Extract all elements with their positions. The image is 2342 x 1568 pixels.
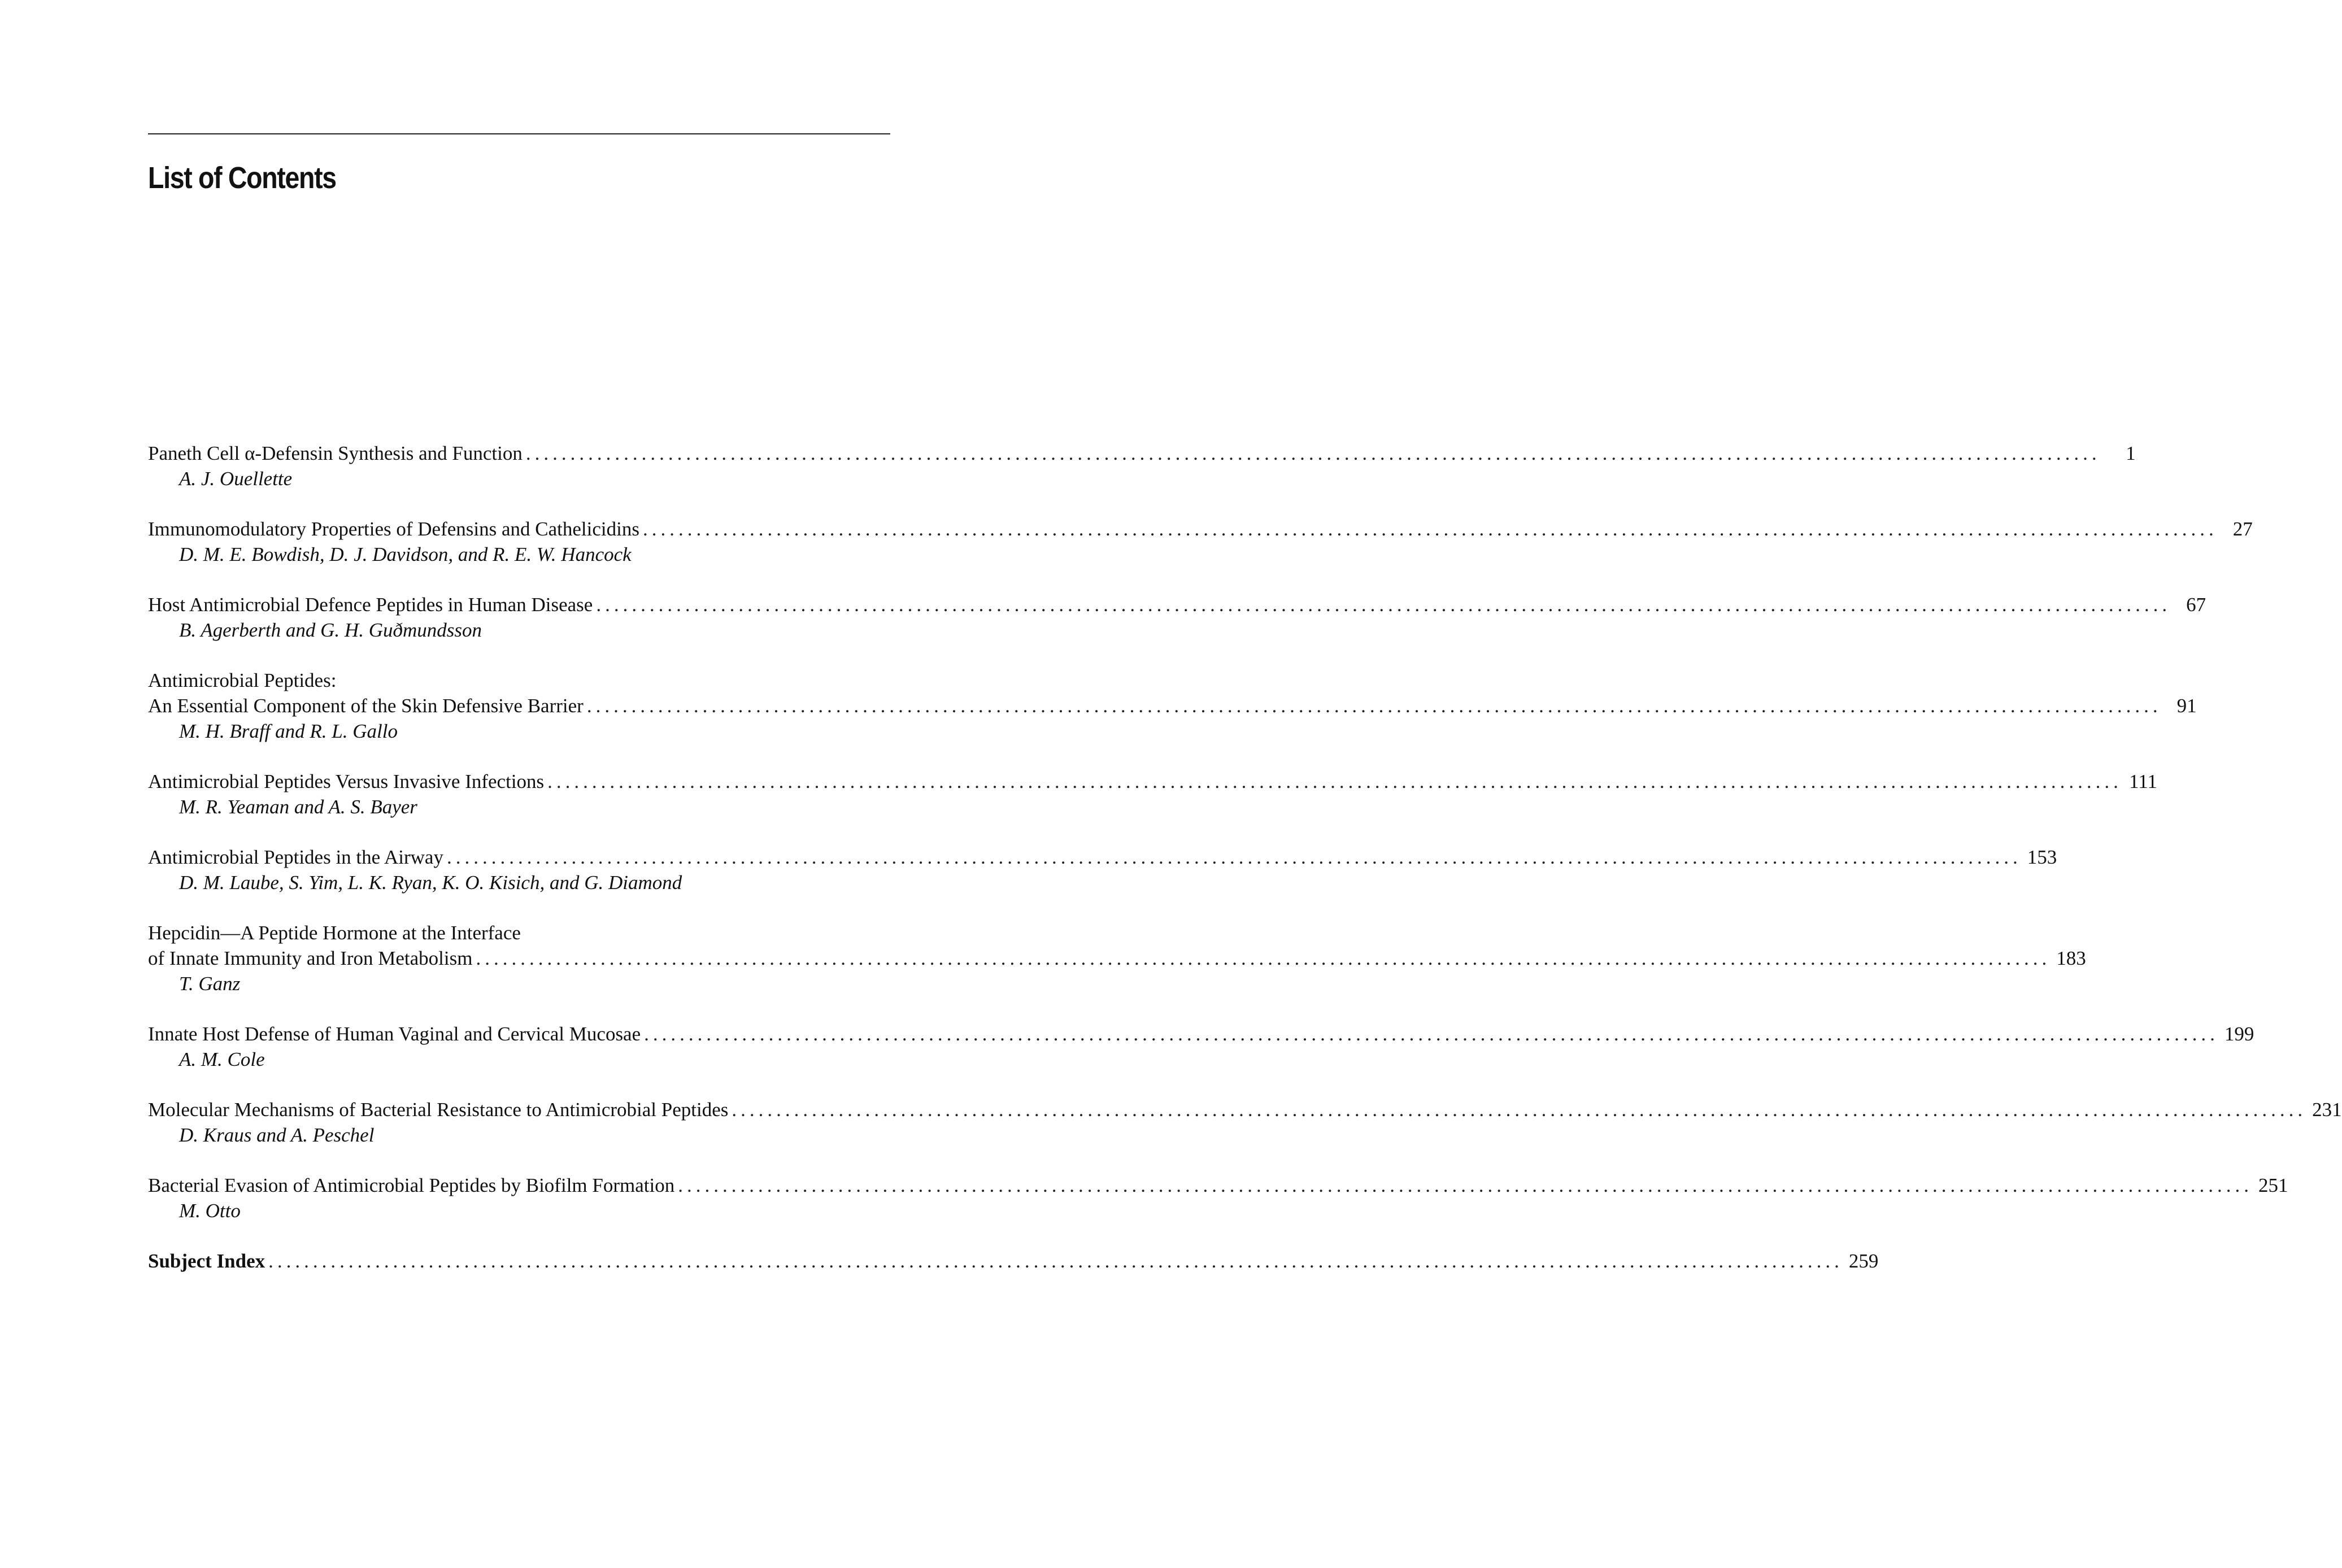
toc-entry-authors: T. Ganz [179, 973, 241, 995]
toc-line [148, 1021, 2254, 1047]
subject-index-page[interactable]: 259 [1848, 1250, 1879, 1272]
toc-entry-title[interactable]: Immunomodulatory Properties of Defensins and Cathelicidins [148, 518, 639, 540]
toc-entry-title[interactable]: Bacterial Evasion of Antimicrobial Peptides by Biofilm Formation [148, 1174, 675, 1196]
toc-line [148, 441, 2136, 466]
subject-index-entry[interactable] [148, 1248, 1879, 1274]
toc-line [148, 516, 2253, 542]
toc-line [148, 1248, 1879, 1274]
toc-entry-authors: M. Otto [179, 1200, 241, 1222]
toc-entry[interactable] [148, 441, 2136, 491]
toc-entry[interactable] [148, 1173, 2288, 1223]
dot-leader: ................................................................................................................................................................................. [586, 695, 2162, 717]
toc-line [148, 693, 2197, 718]
toc-entry-page[interactable]: 91 [2176, 695, 2197, 717]
toc-entry-authors: M. H. Braff and R. L. Gallo [179, 720, 398, 742]
toc-entry-title[interactable]: Paneth Cell α-Defensin Synthesis and Function [148, 442, 523, 464]
dot-leader: ................................................................................................................................................................................. [525, 442, 2101, 464]
dot-leader: ................................................................................................................................................................................. [732, 1099, 2307, 1121]
page-title: List of Contents [148, 161, 336, 195]
dot-leader: ................................................................................................................................................................................. [642, 518, 2218, 540]
toc-entry-title[interactable]: Host Antimicrobial Defence Peptides in Human Disease [148, 594, 593, 616]
toc-entry[interactable] [148, 1021, 2254, 1072]
dot-leader: ................................................................................................................................................................................. [644, 1023, 2219, 1045]
dot-leader: ................................................................................................................................................................................. [446, 846, 2022, 868]
toc-entry-page[interactable]: 67 [2186, 594, 2206, 616]
toc-entry-title[interactable]: of Innate Immunity and Iron Metabolism [148, 947, 473, 969]
toc-line [148, 1173, 2288, 1198]
toc-entry-page[interactable]: 231 [2312, 1099, 2342, 1121]
toc-entry-authors: A. M. Cole [179, 1048, 265, 1070]
toc-entry-title[interactable]: Antimicrobial Peptides Versus Invasive Infections [148, 770, 545, 792]
toc-entry[interactable] [148, 769, 2157, 820]
toc-entry[interactable] [148, 844, 2057, 895]
dot-leader: ................................................................................................................................................................................. [476, 947, 2051, 969]
toc-entry-page[interactable]: 27 [2232, 518, 2253, 540]
toc-line [148, 1097, 2342, 1122]
toc-entry-title[interactable]: Innate Host Defense of Human Vaginal and Cervical Mucosae [148, 1023, 641, 1045]
toc-entry-page[interactable]: 111 [2129, 770, 2157, 792]
toc-entry[interactable] [148, 592, 2206, 643]
toc-entry-authors: B. Agerberth and G. H. Guðmundsson [179, 619, 482, 641]
toc-entry-title-line1[interactable]: Hepcidin—A Peptide Hormone at the Interface [148, 922, 521, 944]
toc-entry-page[interactable]: 1 [2126, 442, 2136, 464]
toc-entry[interactable] [148, 516, 2253, 567]
table-of-contents [148, 441, 2342, 1299]
toc-entry-authors: D. Kraus and A. Peschel [179, 1124, 375, 1146]
toc-line [148, 946, 2086, 971]
toc-entry[interactable] [148, 1097, 2342, 1148]
toc-line [148, 769, 2157, 794]
toc-entry-authors: M. R. Yeaman and A. S. Bayer [179, 796, 417, 818]
dot-leader: ................................................................................................................................................................................. [268, 1250, 1843, 1272]
toc-entry-title[interactable]: An Essential Component of the Skin Defensive Barrier [148, 695, 584, 717]
toc-entry-title-line1[interactable]: Antimicrobial Peptides: [148, 669, 337, 691]
toc-entry-page[interactable]: 153 [2027, 846, 2057, 868]
toc-line [148, 844, 2057, 870]
toc-entry-authors: D. M. Laube, S. Yim, L. K. Ryan, K. O. Kisich, and G. Diamond [179, 872, 682, 894]
toc-entry-title[interactable]: Antimicrobial Peptides in the Airway [148, 846, 443, 868]
toc-entry-title[interactable]: Molecular Mechanisms of Bacterial Resistance to Antimicrobial Peptides [148, 1099, 729, 1121]
toc-entry-authors: D. M. E. Bowdish, D. J. Davidson, and R. E. W. Hancock [179, 543, 632, 565]
toc-entry-page[interactable]: 199 [2224, 1023, 2254, 1045]
dot-leader: ................................................................................................................................................................................. [596, 594, 2171, 616]
toc-entry-authors: A. J. Ouellette [179, 468, 293, 490]
subject-index-title[interactable]: Subject Index [148, 1250, 265, 1272]
dot-leader: ................................................................................................................................................................................. [547, 770, 2122, 792]
toc-line [148, 592, 2206, 617]
toc-entry[interactable] [148, 668, 2197, 744]
toc-entry[interactable] [148, 920, 2086, 996]
top-rule [148, 133, 890, 134]
toc-entry-page[interactable]: 251 [2258, 1174, 2288, 1196]
toc-entry-page[interactable]: 183 [2056, 947, 2086, 969]
dot-leader: ................................................................................................................................................................................. [678, 1174, 2253, 1196]
